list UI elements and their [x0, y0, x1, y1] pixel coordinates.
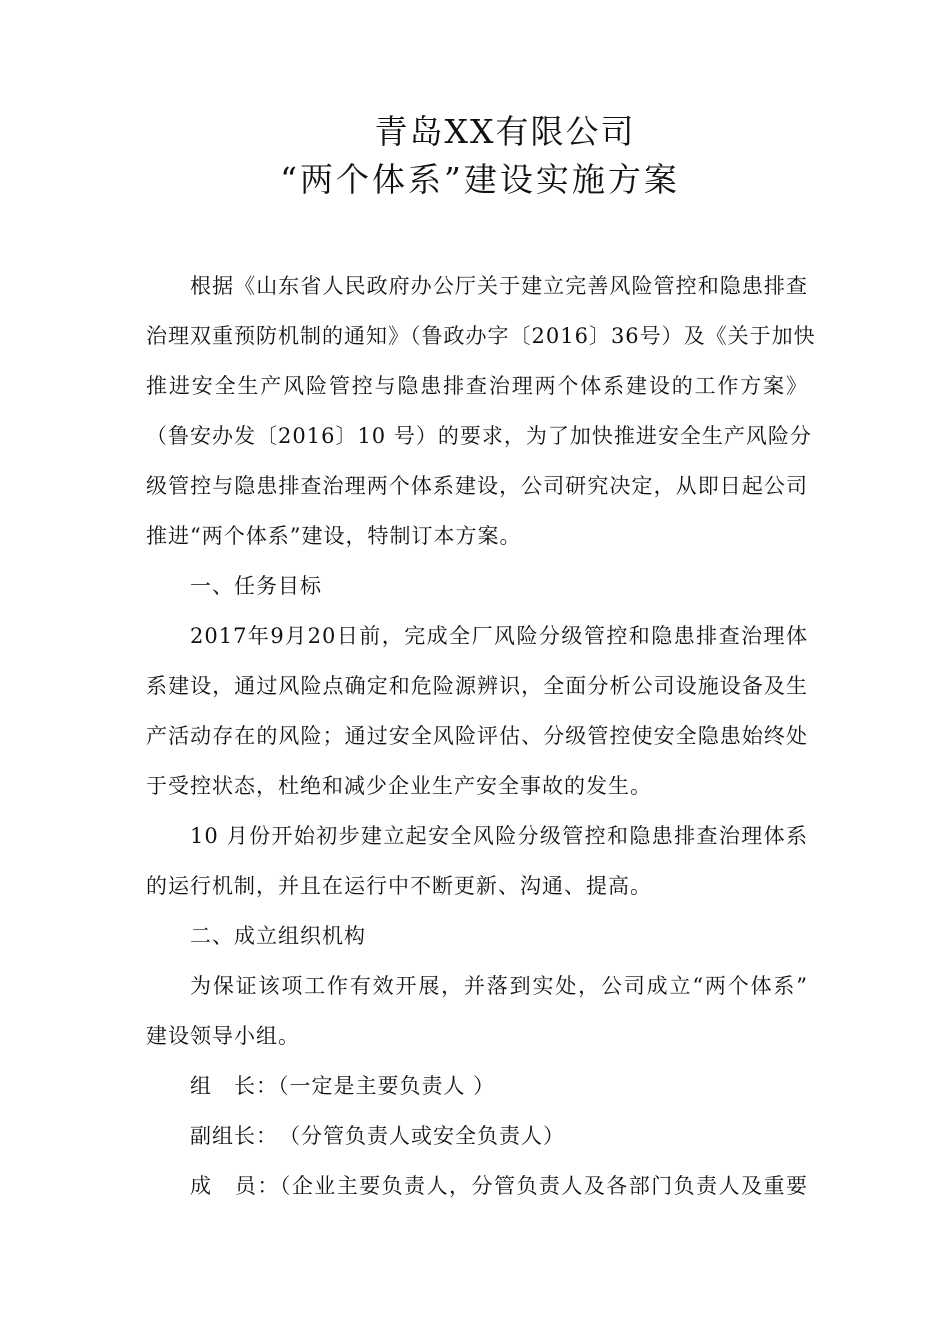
paragraph-line: 产活动存在的风险；通过安全风险评估、分级管控使安全隐患始终处: [146, 724, 808, 748]
section-heading: 一、任务目标: [190, 574, 322, 598]
group-leader-line: 组 长：（一定是主要负责人 ）: [190, 1074, 496, 1098]
paragraph-line: 系建设，通过风险点确定和危险源辨识，全面分析公司设施设备及生: [146, 674, 808, 698]
document-title-plan: “两个体系”建设实施方案: [280, 160, 680, 199]
paragraph-line: 推进安全生产风险管控与隐患排查治理两个体系建设的工作方案》: [146, 374, 808, 398]
paragraph-line: 为保证该项工作有效开展，并落到实处，公司成立“两个体系”: [190, 974, 808, 998]
members-line: 成 员：（企业主要负责人，分管负责人及各部门负责人及重要: [190, 1174, 808, 1198]
deputy-leader-line: 副组长： （分管负责人或安全负责人）: [190, 1124, 565, 1148]
paragraph-line: 10 月份开始初步建立起安全风险分级管控和隐患排查治理体系: [190, 824, 808, 848]
paragraph-line: 2017年9月20日前，完成全厂风险分级管控和隐患排查治理体: [190, 624, 808, 648]
document-title-company: 青岛XX有限公司: [374, 112, 636, 151]
paragraph-line: 治理双重预防机制的通知》（鲁政办字〔2016〕36号）及《关于加快: [146, 324, 816, 348]
paragraph-line: 建设领导小组。: [146, 1024, 300, 1048]
paragraph-line: 根据《山东省人民政府办公厅关于建立完善风险管控和隐患排查: [190, 274, 808, 298]
paragraph-line: （鲁安办发〔2016〕10 号）的要求，为了加快推进安全生产风险分: [146, 424, 812, 448]
paragraph-line: 于受控状态，杜绝和减少企业生产安全事故的发生。: [146, 774, 652, 798]
paragraph-line: 级管控与隐患排查治理两个体系建设，公司研究决定，从即日起公司: [146, 474, 808, 498]
paragraph-line: 推进“两个体系”建设，特制订本方案。: [146, 524, 522, 548]
paragraph-line: 的运行机制，并且在运行中不断更新、沟通、提高。: [146, 874, 652, 898]
section-heading: 二、成立组织机构: [190, 924, 366, 948]
